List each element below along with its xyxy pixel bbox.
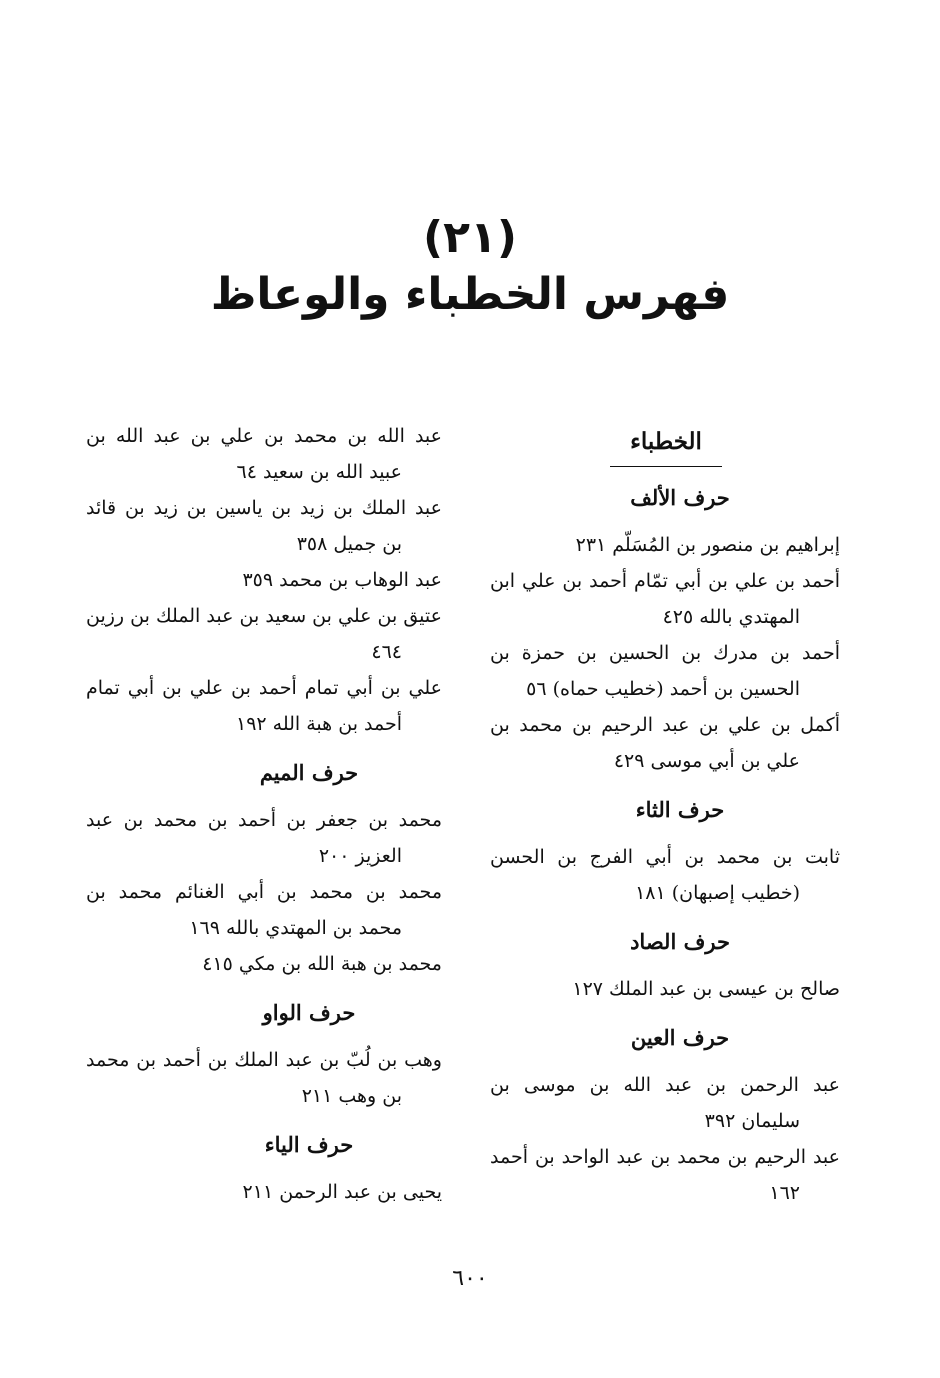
index-entry: ثابت بن محمد بن أبي الفرج بن الحسن (خطيب إصبهان) ١٨١ xyxy=(490,846,840,904)
letter-heading: حرف الميم xyxy=(259,760,359,785)
letter-heading: حرف الألف xyxy=(630,485,730,510)
index-entry: عبد الله بن محمد بن علي بن عبد الله بن عبيد الله بن سعيد ٦٤ xyxy=(86,425,442,483)
index-entry: علي بن أبي تمام أحمد بن علي بن أبي تمام أحمد بن هبة الله ١٩٢ xyxy=(86,677,442,735)
index-entry: عبد الملك بن زيد بن ياسين بن زيد بن قائد بن جميل ٣٥٨ xyxy=(86,497,442,555)
index-entry: أحمد بن علي بن أبي تمّام أحمد بن علي ابن المهتدي بالله ٤٢٥ xyxy=(490,570,840,628)
index-entry: يحيى بن عبد الرحمن ٢١١ xyxy=(242,1181,442,1203)
index-entry: إبراهيم بن منصور بن المُسَلّم ٢٣١ xyxy=(575,534,840,556)
letter-heading: حرف الياء xyxy=(264,1132,354,1157)
index-entry: صالح بن عيسى بن عبد الملك ١٢٧ xyxy=(572,978,840,1000)
right-column xyxy=(490,418,840,1211)
section-heading-khutaba: الخطباء xyxy=(610,422,722,467)
index-entry: محمد بن محمد بن أبي الغنائم محمد بن محمد بن المهتدي بالله ١٦٩ xyxy=(86,881,442,939)
chapter-title: فهرس الخطباء والوعاظ xyxy=(210,269,730,320)
index-entry: عبد الرحيم بن محمد بن عبد الواحد بن أحمد ١٦٢ xyxy=(490,1146,840,1204)
index-entry: عبد الرحمن بن عبد الله بن موسى بن سليمان ٣٩٢ xyxy=(490,1074,840,1132)
index-entry: عتيق بن علي بن سعيد بن عبد الملك بن رزين ٤٦٤ xyxy=(86,605,442,663)
letter-heading: حرف الواو xyxy=(262,1000,356,1025)
left-column xyxy=(86,418,442,1210)
index-entry: أكمل بن علي بن عبد الرحيم بن محمد بن علي بن أبي موسى ٤٢٩ xyxy=(490,714,840,772)
index-entry: محمد بن هبة الله بن مكي ٤١٥ xyxy=(202,953,442,975)
index-entry: وهب بن لُبّ بن عبد الملك بن أحمد بن محمد بن وهب ٢١١ xyxy=(86,1049,442,1107)
index-entry: عبد الوهاب بن محمد ٣٥٩ xyxy=(242,569,442,591)
index-entry: أحمد بن مدرك بن الحسين بن حمزة بن الحسين بن أحمد (خطيب حماه) ٥٦ xyxy=(490,642,840,700)
chapter-number: (٢١) xyxy=(423,212,517,263)
index-entry: محمد بن جعفر بن أحمد بن محمد بن عبد العزيز ٢٠٠ xyxy=(86,809,442,867)
letter-heading: حرف الثاء xyxy=(635,797,725,822)
letter-heading: حرف الصاد xyxy=(630,929,730,954)
page-number: ٦٠٠ xyxy=(452,1266,488,1291)
letter-heading: حرف العين xyxy=(630,1025,730,1050)
